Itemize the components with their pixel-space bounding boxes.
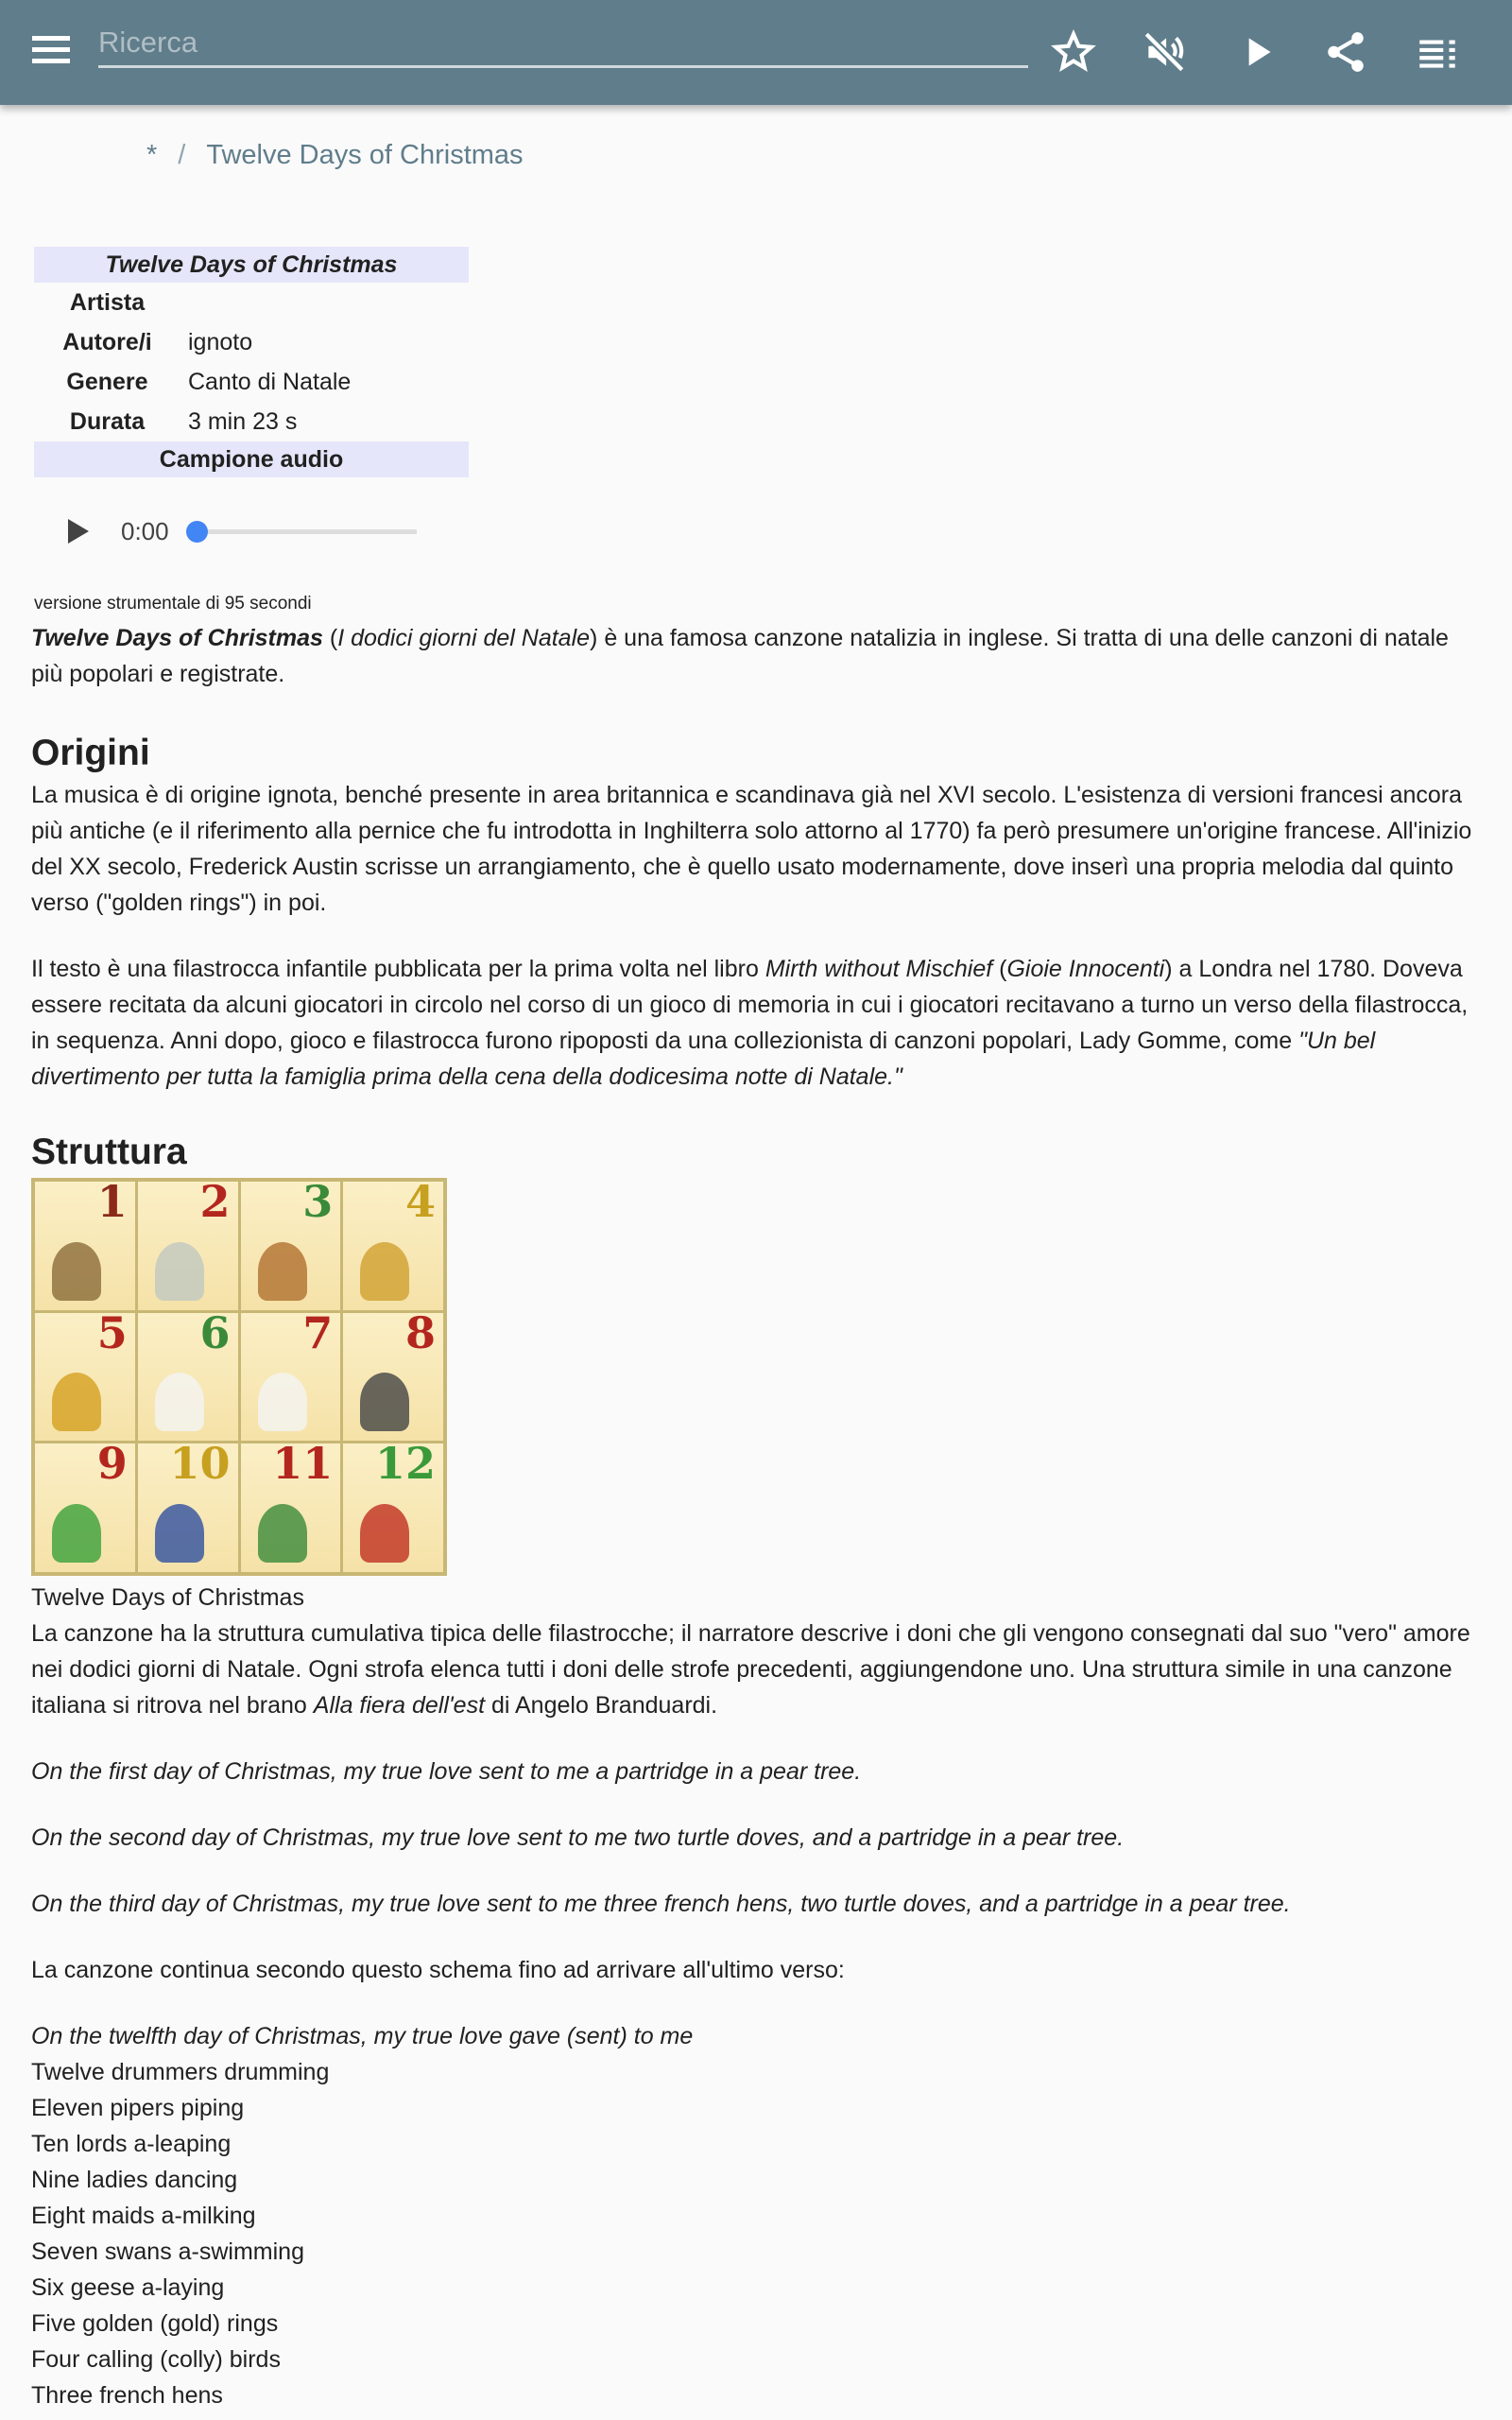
image-caption: Twelve Days of Christmas xyxy=(31,1584,304,1611)
star-icon[interactable] xyxy=(1050,28,1097,76)
gift-figure xyxy=(155,1242,204,1301)
infobox-label: Durata xyxy=(69,407,146,435)
illustration-tile xyxy=(241,1182,341,1310)
tile-number: 10 xyxy=(169,1443,231,1490)
gift-figure xyxy=(258,1504,307,1563)
audio-caption: versione strumentale di 95 secondi xyxy=(34,594,312,614)
verse-line: Ten lords a-leaping xyxy=(31,2131,232,2157)
gift-figure xyxy=(360,1504,409,1563)
infobox-value: 3 min 23 s xyxy=(188,407,298,435)
illustration-tile xyxy=(35,1443,135,1572)
section-heading-origini: Origini xyxy=(31,733,150,773)
infobox-label: Autore/i xyxy=(62,328,152,355)
infobox xyxy=(34,247,469,477)
verse-line: Four calling (colly) birds xyxy=(31,2346,281,2373)
top-app-bar xyxy=(0,0,1512,105)
gift-figure xyxy=(52,1242,101,1301)
twelve-days-illustration[interactable] xyxy=(31,1178,447,1576)
verse-1: On the first day of Christmas, my true love sent to me a partridge in a pear tree. xyxy=(31,1758,862,1785)
song-title: Alla fiera dell'est xyxy=(313,1692,486,1719)
breadcrumb xyxy=(146,140,524,171)
text: a Londra nel 1780. Doveva essere recitata da alcuni giocatori in circolo nel corso di un gioco di memoria in cui i giocatori recitavano a turno un verso della filastrocca, in sequenza. Anni dopo, gioco e filastrocca furono ripoposti da una collezionista di canzoni popolari, Lady Gomme, come xyxy=(31,956,1469,1054)
struttura-paragraph xyxy=(31,1616,1486,1723)
illustration-tile xyxy=(241,1313,341,1442)
infobox-value xyxy=(180,283,469,322)
illustration-tile xyxy=(343,1313,443,1442)
infobox-value: Canto di Natale xyxy=(188,368,352,395)
intro-translation: I dodici giorni del Natale xyxy=(337,625,591,651)
infobox-row xyxy=(34,322,469,362)
text: La canzone ha la struttura cumulativa tipica delle filastrocche; il narratore descrive i doni che gli vengono consegnati dal suo "vero" amore nei dodici giorni di Natale. Ogni strofa elenca tutti i doni delle strofe precedenti, aggiungendone uno. Una struttura simile in una canzone italiana si ritrova nel brano xyxy=(31,1620,1470,1719)
search-input[interactable] xyxy=(98,19,1028,68)
audio-time: 0:00 xyxy=(121,516,169,545)
verse-2: On the second day of Christmas, my true love sent to me two turtle doves, and a partridge in a pear tree. xyxy=(31,1824,1125,1851)
book-title: Mirth without Mischief xyxy=(765,956,993,982)
gift-figure xyxy=(360,1373,409,1431)
infobox-row xyxy=(34,362,469,402)
gift-figure xyxy=(360,1242,409,1301)
gift-figure xyxy=(52,1373,101,1431)
tile-number: 1 xyxy=(96,1182,128,1227)
illustration-tile xyxy=(35,1313,135,1442)
intro-paragraph: Twelve Days of Christmas (I dodici giorni del Natale) è una famosa canzone natalizia in inglese. Si tratta di una delle canzoni di natale più popolari e registrate. xyxy=(31,625,1449,687)
intro-title: Twelve Days of Christmas xyxy=(31,625,323,651)
infobox-row xyxy=(34,283,469,322)
tile-number: 3 xyxy=(302,1182,334,1227)
origini-paragraph-2: Il testo è una filastrocca infantile pubblicata per la prima volta nel libro Mirth without Mischief (Gioie Innocenti) a Londra nel 1780. Doveva essere recitata da alcuni giocatori in circolo nel corso di un gioco di memoria in cui i giocatori recitavano a turno un verso della filastrocca, in sequenza. Anni dopo, gioco e filastrocca furono ripoposti da una collezionista di canzoni popolari, Lady Gomme, come "Un bel divertimento per tutta la famiglia prima della cena della dodicesima notte di Natale." xyxy=(31,956,1469,1090)
origini-paragraph-1: La musica è di origine ignota, benché presente in area britannica e scandinava già nel XVI secolo. L'esistenza di versioni francesi ancora più antiche (e il riferimento alla pernice che fu introdotta in Inghilterra solo attorno al 1770) fa però presumere un'origine francese. All'inizio del XX secolo, Frederick Austin scrisse un arrangiamento, che è quello usato modernamente, dove inserì una propria melodia dal quinto verso ("golden rings") in poi. xyxy=(31,782,1472,916)
infobox-title: Twelve Days of Christmas xyxy=(34,247,469,283)
gift-figure xyxy=(258,1373,307,1431)
illustration-tile xyxy=(138,1182,238,1310)
gift-figure xyxy=(258,1242,307,1301)
menu-icon[interactable] xyxy=(32,36,70,64)
tile-number: 6 xyxy=(199,1312,231,1358)
illustration-tile xyxy=(343,1443,443,1572)
infobox-row xyxy=(34,402,469,441)
verse-line: Nine ladies dancing xyxy=(31,2167,238,2193)
verse-line: Eleven pipers piping xyxy=(31,2095,245,2121)
infobox-label: Genere xyxy=(66,368,148,395)
tile-number: 7 xyxy=(302,1312,334,1358)
tile-number: 11 xyxy=(272,1443,334,1490)
illustration-tile xyxy=(241,1443,341,1572)
share-icon[interactable] xyxy=(1322,28,1369,76)
audio-seek-slider[interactable] xyxy=(192,529,417,534)
seek-thumb[interactable] xyxy=(186,521,208,543)
tile-number: 4 xyxy=(404,1182,436,1227)
play-icon[interactable] xyxy=(1233,28,1280,76)
verse-line: Three french hens xyxy=(31,2382,223,2409)
illustration-tile xyxy=(35,1182,135,1310)
breadcrumb-separator: / xyxy=(178,140,186,170)
article-body xyxy=(31,592,1486,2413)
infobox-audio-header: Campione audio xyxy=(34,441,469,477)
tile-number: 2 xyxy=(199,1182,231,1227)
tile-number: 8 xyxy=(404,1312,436,1358)
tile-number: 12 xyxy=(374,1443,436,1490)
book-title-it: Gioie Innocenti xyxy=(1006,956,1165,982)
gift-figure xyxy=(155,1373,204,1431)
text: Il testo è una filastrocca infantile pubblicata per la prima volta nel libro xyxy=(31,956,759,982)
breadcrumb-current[interactable]: Twelve Days of Christmas xyxy=(206,140,524,170)
audio-player xyxy=(68,510,417,552)
illustration-tile xyxy=(138,1313,238,1442)
verse-3: On the third day of Christmas, my true love sent to me three french hens, two turtle doves, and a partridge in a pear tree. xyxy=(31,1891,1291,1917)
gift-figure xyxy=(52,1504,101,1563)
playlist-icon[interactable] xyxy=(1414,28,1461,76)
illustration-tile xyxy=(343,1182,443,1310)
verse-line: Six geese a-laying xyxy=(31,2274,225,2301)
last-verse-intro: On the twelfth day of Christmas, my true love gave (sent) to me xyxy=(31,2023,694,2049)
last-verse xyxy=(31,2018,1486,2413)
audio-play-button[interactable] xyxy=(68,519,89,544)
tile-number: 5 xyxy=(96,1312,128,1358)
verse-line: Eight maids a-milking xyxy=(31,2203,256,2229)
intro-text: è una famosa canzone natalizia in inglese. Si tratta di una delle canzoni di natale più popolari e registrate. xyxy=(31,625,1449,687)
section-heading-struttura: Struttura xyxy=(31,1132,187,1172)
illustration-tile xyxy=(138,1443,238,1572)
infobox-label: Artista xyxy=(69,288,146,316)
tile-number: 9 xyxy=(96,1443,128,1490)
gift-figure xyxy=(155,1504,204,1563)
verse-line: Five golden (gold) rings xyxy=(31,2310,279,2337)
breadcrumb-root[interactable]: * xyxy=(146,140,158,170)
infobox-value: ignoto xyxy=(188,328,253,355)
verse-line: Seven swans a-swimming xyxy=(31,2238,304,2265)
text: di Angelo Branduardi. xyxy=(490,1692,718,1719)
continue-text: La canzone continua secondo questo schema fino ad arrivare all'ultimo verso: xyxy=(31,1957,845,1983)
mute-icon[interactable] xyxy=(1141,28,1188,76)
verse-line: Twelve drummers drumming xyxy=(31,2059,330,2085)
quote: "Un bel divertimento per tutta la famiglia prima della cena della dodicesima notte di Natale." xyxy=(31,1028,1376,1090)
